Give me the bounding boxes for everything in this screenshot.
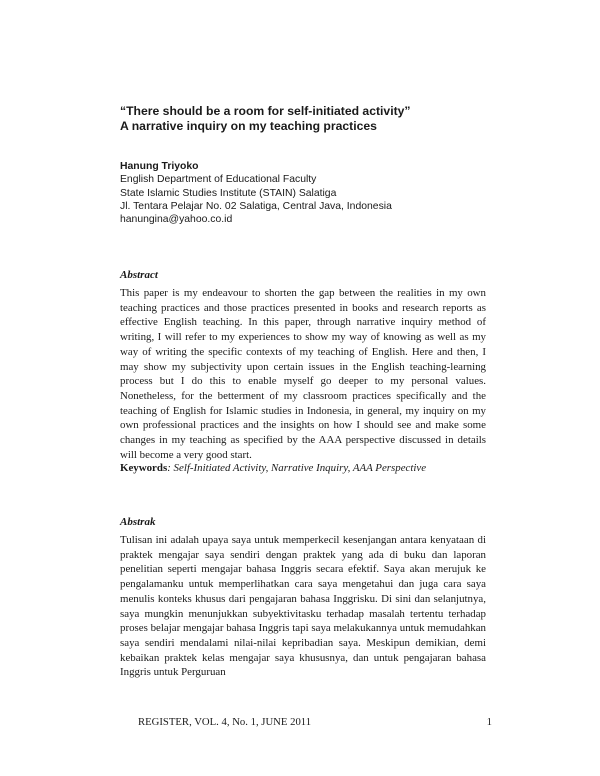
keywords-label: Keywords bbox=[120, 462, 168, 474]
keywords-value: : Self-Initiated Activity, Narrative Inquiry, AAA Perspective bbox=[167, 462, 427, 474]
page-number: 1 bbox=[486, 716, 492, 728]
title-line-1: “There should be a room for self-initiated activity” bbox=[120, 104, 411, 118]
author-address: Jl. Tentara Pelajar No. 02 Salatiga, Central Java, Indonesia bbox=[120, 200, 392, 212]
author-name: Hanung Triyoko bbox=[120, 161, 199, 172]
paper-title bbox=[120, 104, 500, 134]
title-line-2: A narrative inquiry on my teaching practices bbox=[120, 119, 377, 133]
keywords bbox=[120, 461, 500, 475]
author-email: hanungina@yahoo.co.id bbox=[120, 214, 233, 226]
abstract-text: This paper is my endeavour to shorten the gap between the realities in my own teaching practices and those practices presented in books and research reports as effective English teaching. In this paper, through narrative inquiry method of writing, I will refer to my experiences to show my way of knowing as well as my way of writing the specific contexts of my teaching of English. Here and then, I may show my subjectivity upon certain issues in the English teaching-learning process but I do this to enable myself go deeper to my personal values. Nonetheless, for the betterment of my classroom practices specifically and the teaching of English for Islamic studies in Indonesia, in general, my inquiry on my own professional practices and the insights on how I should see and make some changes in my teaching as specified by the AAA perspective discussed in details will become a very good start. bbox=[120, 287, 486, 461]
abstrak-heading: Abstrak bbox=[120, 516, 156, 528]
abstrak-text: Tulisan ini adalah upaya saya untuk memperkecil kesenjangan antara kenyataan di praktek mengajar saya sendiri dengan praktek yang ada di buku dan laporan penelitian seperti mengajar bahasa Inggris secara efektif. Saya akan merujuk ke pengalamanku untuk memperlihatkan cara saya mengetahui dan juga cara saya menulis konteks khusus dari pengajaran bahasa Inggrisku. Di sini dan selanjutnya, saya mungkin menunjukkan subyektivitasku terhadap masalah tertentu terhadap proses belajar mengajar bahasa Inggris tapi saya melakukannya untuk memudahkan saya sendiri mendalami nilai-nilai kepribadian saya. Meskipun demikian, demi kebaikan praktek kelas mengajar saya khususnya, dan untuk pengajaran bahasa Inggris untuk Perguruan bbox=[120, 534, 486, 679]
author-institution: State Islamic Studies Institute (STAIN) Salatiga bbox=[120, 187, 337, 199]
abstract-heading: Abstract bbox=[120, 269, 158, 281]
journal-citation: REGISTER, VOL. 4, No. 1, JUNE 2011 bbox=[138, 716, 312, 728]
author-block bbox=[120, 160, 500, 226]
author-department: English Department of Educational Faculty bbox=[120, 174, 317, 186]
